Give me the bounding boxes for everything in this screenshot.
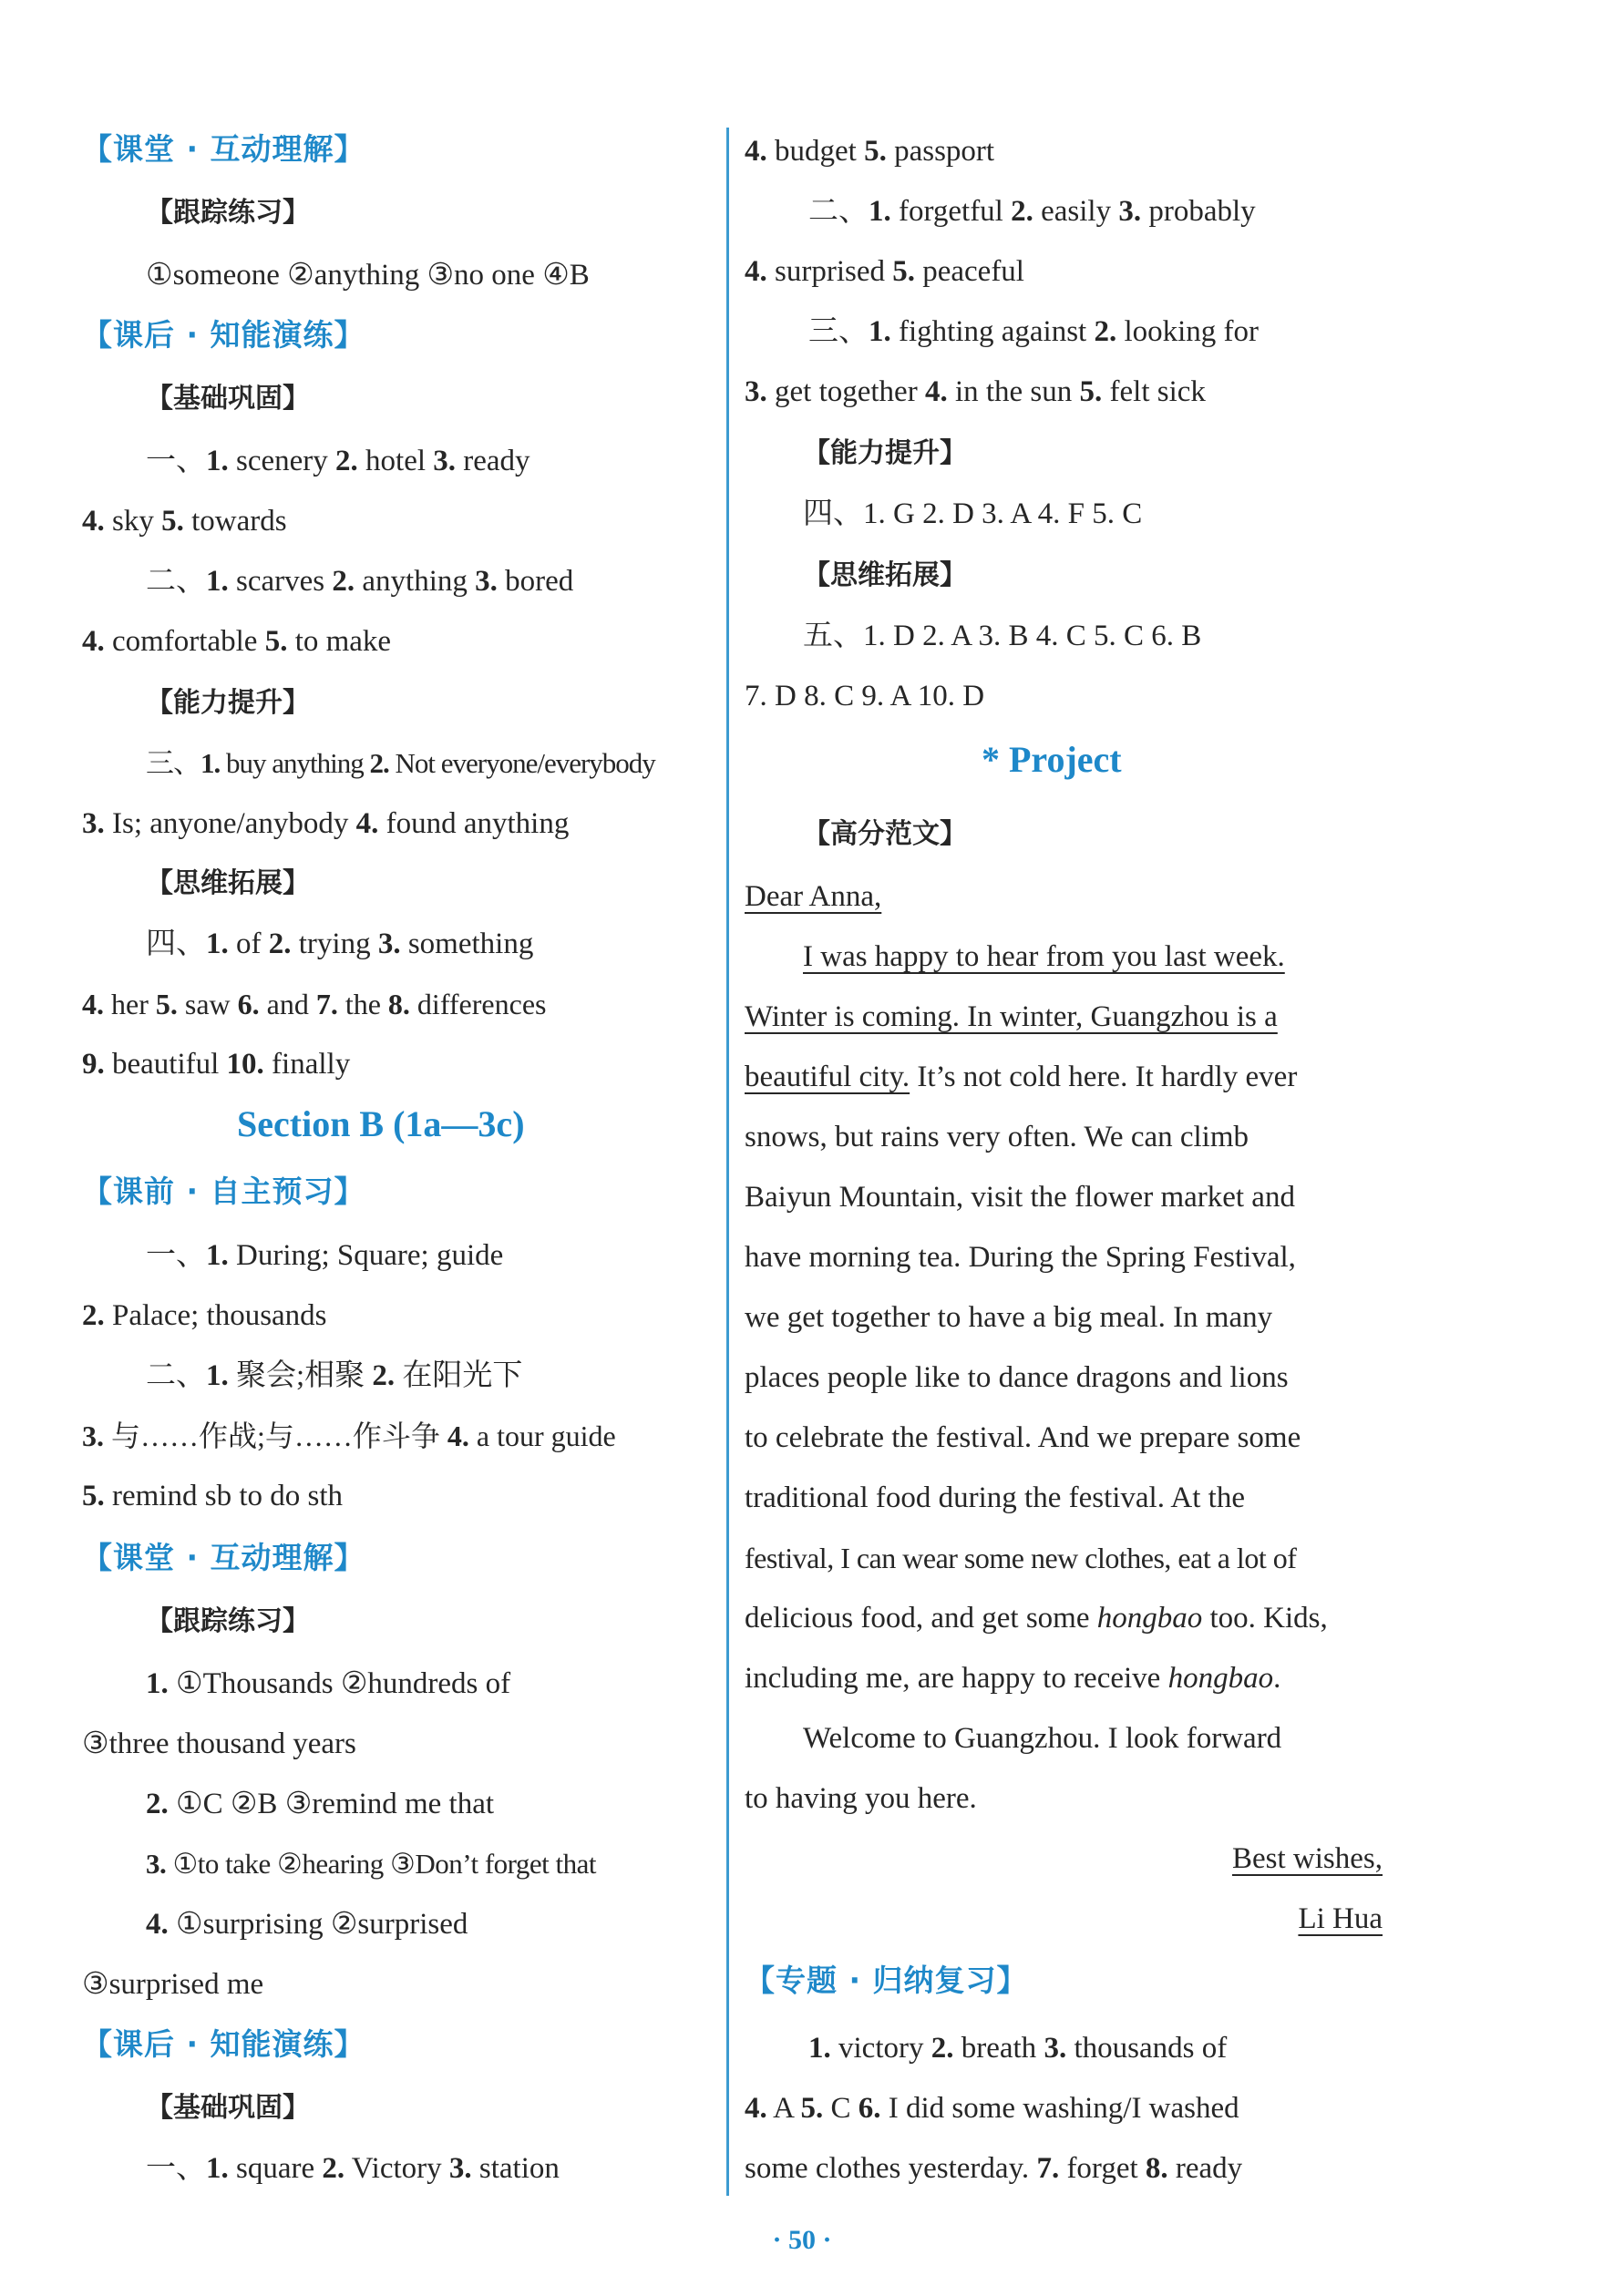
letter-line: delicious food, and get some hongbao too. Kids, <box>745 1602 1328 1635</box>
column-divider <box>726 128 729 2196</box>
subsection-header: 【高分范文】 <box>803 818 967 850</box>
answer-line: 4. surprised 5. peaceful <box>745 255 1024 288</box>
subsection-header: 【思维拓展】 <box>803 559 967 591</box>
answer-line: 二、1. 聚会;相聚 2. 在阳光下 <box>146 1359 523 1392</box>
letter-line: Welcome to Guangzhou. I look forward <box>803 1722 1282 1755</box>
letter-signature: Li Hua <box>1298 1902 1383 1935</box>
section-header: 【专题 · 归纳复习】 <box>745 1963 1028 1998</box>
answer-line: 五、1. D 2. A 3. B 4. C 5. C 6. B <box>803 620 1202 652</box>
letter-line: places people like to dance dragons and lions <box>745 1361 1289 1394</box>
answer-line: 三、1. buy anything 2. Not everyone/everybody <box>146 747 655 779</box>
subsection-header: 【能力提升】 <box>803 437 967 469</box>
answer-line: 四、1. G 2. D 3. A 4. F 5. C <box>803 497 1143 530</box>
answer-line: 1. ①Thousands ②hundreds of <box>146 1667 511 1700</box>
answer-line: 3. Is; anyone/anybody 4. found anything <box>82 807 570 840</box>
answer-line: 4. her 5. saw 6. and 7. the 8. differences <box>82 988 547 1020</box>
answer-line: 2. ①C ②B ③remind me that <box>146 1788 495 1820</box>
letter-line: beautiful city. It’s not cold here. It hardly ever <box>745 1061 1298 1093</box>
answer-line: 4. ①surprising ②surprised <box>146 1908 468 1941</box>
subsection-header: 【能力提升】 <box>146 687 310 719</box>
letter-line: Winter is coming. In winter, Guangzhou is a <box>745 1000 1278 1033</box>
letter-line: we get together to have a big meal. In many <box>745 1301 1273 1334</box>
letter-line: festival, I can wear some new clothes, eat a lot of <box>745 1542 1297 1574</box>
answer-line: 2. Palace; thousands <box>82 1299 327 1332</box>
answer-line: 四、1. of 2. trying 3. something <box>146 928 534 960</box>
answer-line: 3. 与……作战;与……作斗争 4. a tour guide <box>82 1420 616 1452</box>
section-header: 【课后 · 知能演练】 <box>82 2026 365 2062</box>
section-title: Section B (1a—3c) <box>237 1103 525 1144</box>
subsection-header: 【跟踪练习】 <box>146 1605 310 1637</box>
answer-line: 9. beautiful 10. finally <box>82 1048 351 1081</box>
letter-line: to celebrate the festival. And we prepare some <box>745 1421 1301 1454</box>
subsection-header: 【跟踪练习】 <box>146 197 310 229</box>
answer-line: 4. A 5. C 6. I did some washing/I washed <box>745 2092 1239 2125</box>
answer-line: 5. remind sb to do sth <box>82 1480 343 1512</box>
answer-line: 一、1. During; Square; guide <box>146 1239 504 1272</box>
subsection-header: 【基础巩固】 <box>146 2092 310 2124</box>
answer-line: ③surprised me <box>82 1968 264 2001</box>
answer-line: 4. comfortable 5. to make <box>82 625 392 658</box>
section-header: 【课堂 · 互动理解】 <box>82 1540 365 1575</box>
answer-line: 一、1. scenery 2. hotel 3. ready <box>146 445 530 477</box>
subsection-header: 【基础巩固】 <box>146 383 310 415</box>
answer-line: 3. ①to take ②hearing ③Don’t forget that <box>146 1848 597 1880</box>
answer-line: 7. D 8. C 9. A 10. D <box>745 680 985 712</box>
letter-line: I was happy to hear from you last week. <box>803 940 1285 973</box>
answer-line: 4. sky 5. towards <box>82 505 287 538</box>
answer-line: 三、1. fighting against 2. looking for <box>808 315 1260 348</box>
answer-line: some clothes yesterday. 7. forget 8. ready <box>745 2152 1243 2185</box>
section-header: 【课堂 · 互动理解】 <box>82 131 365 167</box>
letter-line: to having you here. <box>745 1782 977 1815</box>
section-title: * Project <box>982 739 1122 780</box>
section-header: 【课后 · 知能演练】 <box>82 317 365 353</box>
letter-line: have morning tea. During the Spring Festival, <box>745 1241 1296 1274</box>
answer-line: 1. victory 2. breath 3. thousands of <box>808 2032 1228 2065</box>
subsection-header: 【思维拓展】 <box>146 867 310 899</box>
letter-line: Baiyun Mountain, visit the flower market and <box>745 1181 1295 1214</box>
letter-line: traditional food during the festival. At the <box>745 1481 1245 1514</box>
letter-line: snows, but rains very often. We can climb <box>745 1121 1249 1153</box>
answer-line: 4. budget 5. passport <box>745 135 995 168</box>
section-header: 【课前 · 自主预习】 <box>82 1174 365 1209</box>
answer-line: 二、1. forgetful 2. easily 3. probably <box>808 195 1256 228</box>
answer-line: ①someone ②anything ③no one ④B <box>146 259 590 292</box>
answer-line: ③three thousand years <box>82 1727 356 1760</box>
answer-line: 一、1. square 2. Victory 3. station <box>146 2152 560 2185</box>
page-number: · 50 · <box>772 2225 832 2255</box>
letter-greeting: Dear Anna, <box>745 880 882 913</box>
answer-line: 3. get together 4. in the sun 5. felt sick <box>745 375 1206 408</box>
letter-line: including me, are happy to receive hongbao. <box>745 1662 1281 1695</box>
answer-line: 二、1. scarves 2. anything 3. bored <box>146 565 574 598</box>
letter-closing: Best wishes, <box>1232 1842 1383 1875</box>
